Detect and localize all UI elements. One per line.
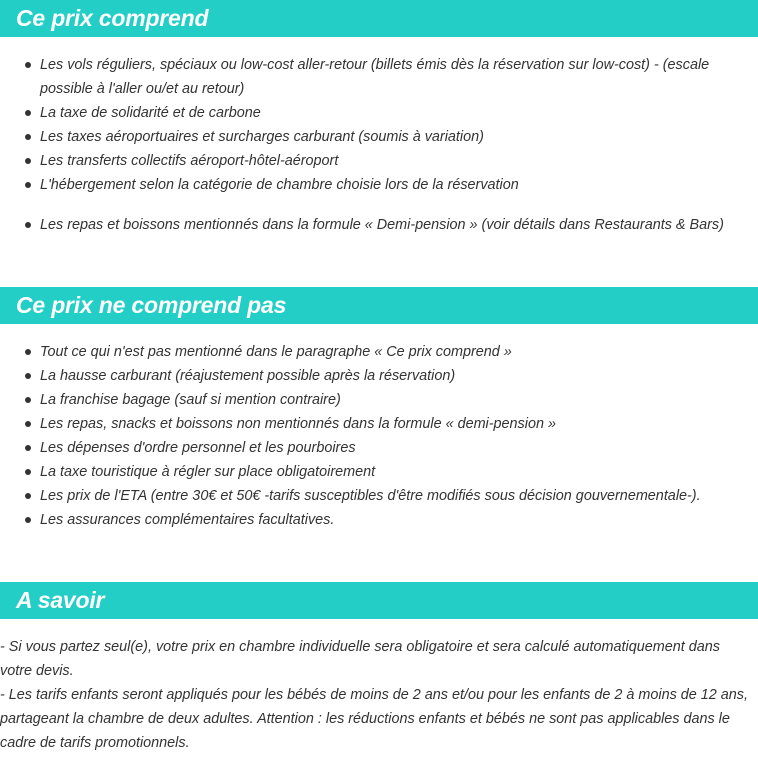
section-header-included bbox=[0, 0, 758, 37]
list-item: La taxe de solidarité et de carbone bbox=[0, 101, 758, 125]
list-item: Les repas et boissons mentionnés dans la formule « Demi-pension » (voir détails dans Restaurants & Bars) bbox=[0, 213, 758, 237]
list-item: Tout ce qui n'est pas mentionné dans le paragraphe « Ce prix comprend » bbox=[0, 340, 758, 364]
info-paragraph: - Les tarifs enfants seront appliqués pour les bébés de moins de 2 ans et/ou pour les enfants de 2 à moins de 12 ans, partageant la chambre de deux adultes. Attention : les réductions enfants et bébés ne sont pas applicables dans le cadre de tarifs promotionnels. bbox=[0, 687, 748, 751]
list-item: Les taxes aéroportuaires et surcharges carburant (soumis à variation) bbox=[0, 125, 758, 149]
list-item: Les prix de l'ETA (entre 30€ et 50€ -tarifs susceptibles d'être modifiés sous décision gouvernementale-). bbox=[0, 484, 758, 508]
section-title-included: Ce prix comprend bbox=[16, 5, 209, 31]
list-item: La franchise bagage (sauf si mention contraire) bbox=[0, 388, 758, 412]
not-included-list bbox=[0, 340, 758, 532]
list-item: La hausse carburant (réajustement possible après la réservation) bbox=[0, 364, 758, 388]
section-title-good-to-know: A savoir bbox=[16, 587, 105, 613]
list-item: Les vols réguliers, spéciaux ou low-cost aller-retour (billets émis dès la réservation sur low-cost) - (escale possible à l'aller ou/et au retour) bbox=[0, 53, 758, 101]
list-item: La taxe touristique à régler sur place obligatoirement bbox=[0, 460, 758, 484]
section-header-not-included bbox=[0, 287, 758, 324]
info-paragraph: - Si vous partez seul(e), votre prix en chambre individuelle sera obligatoire et sera calculé automatiquement dans votre devis. bbox=[0, 639, 720, 679]
list-item: L'hébergement selon la catégorie de chambre choisie lors de la réservation bbox=[0, 173, 758, 197]
section-title-not-included: Ce prix ne comprend pas bbox=[16, 292, 287, 318]
list-item: Les transferts collectifs aéroport-hôtel-aéroport bbox=[0, 149, 758, 173]
section-header-good-to-know bbox=[0, 582, 758, 619]
included-list bbox=[0, 53, 758, 237]
list-item: Les dépenses d'ordre personnel et les pourboires bbox=[0, 436, 758, 460]
list-item: Les repas, snacks et boissons non mentionnés dans la formule « demi-pension » bbox=[0, 412, 758, 436]
good-to-know-text bbox=[0, 635, 750, 755]
list-item: Les assurances complémentaires facultatives. bbox=[0, 508, 758, 532]
